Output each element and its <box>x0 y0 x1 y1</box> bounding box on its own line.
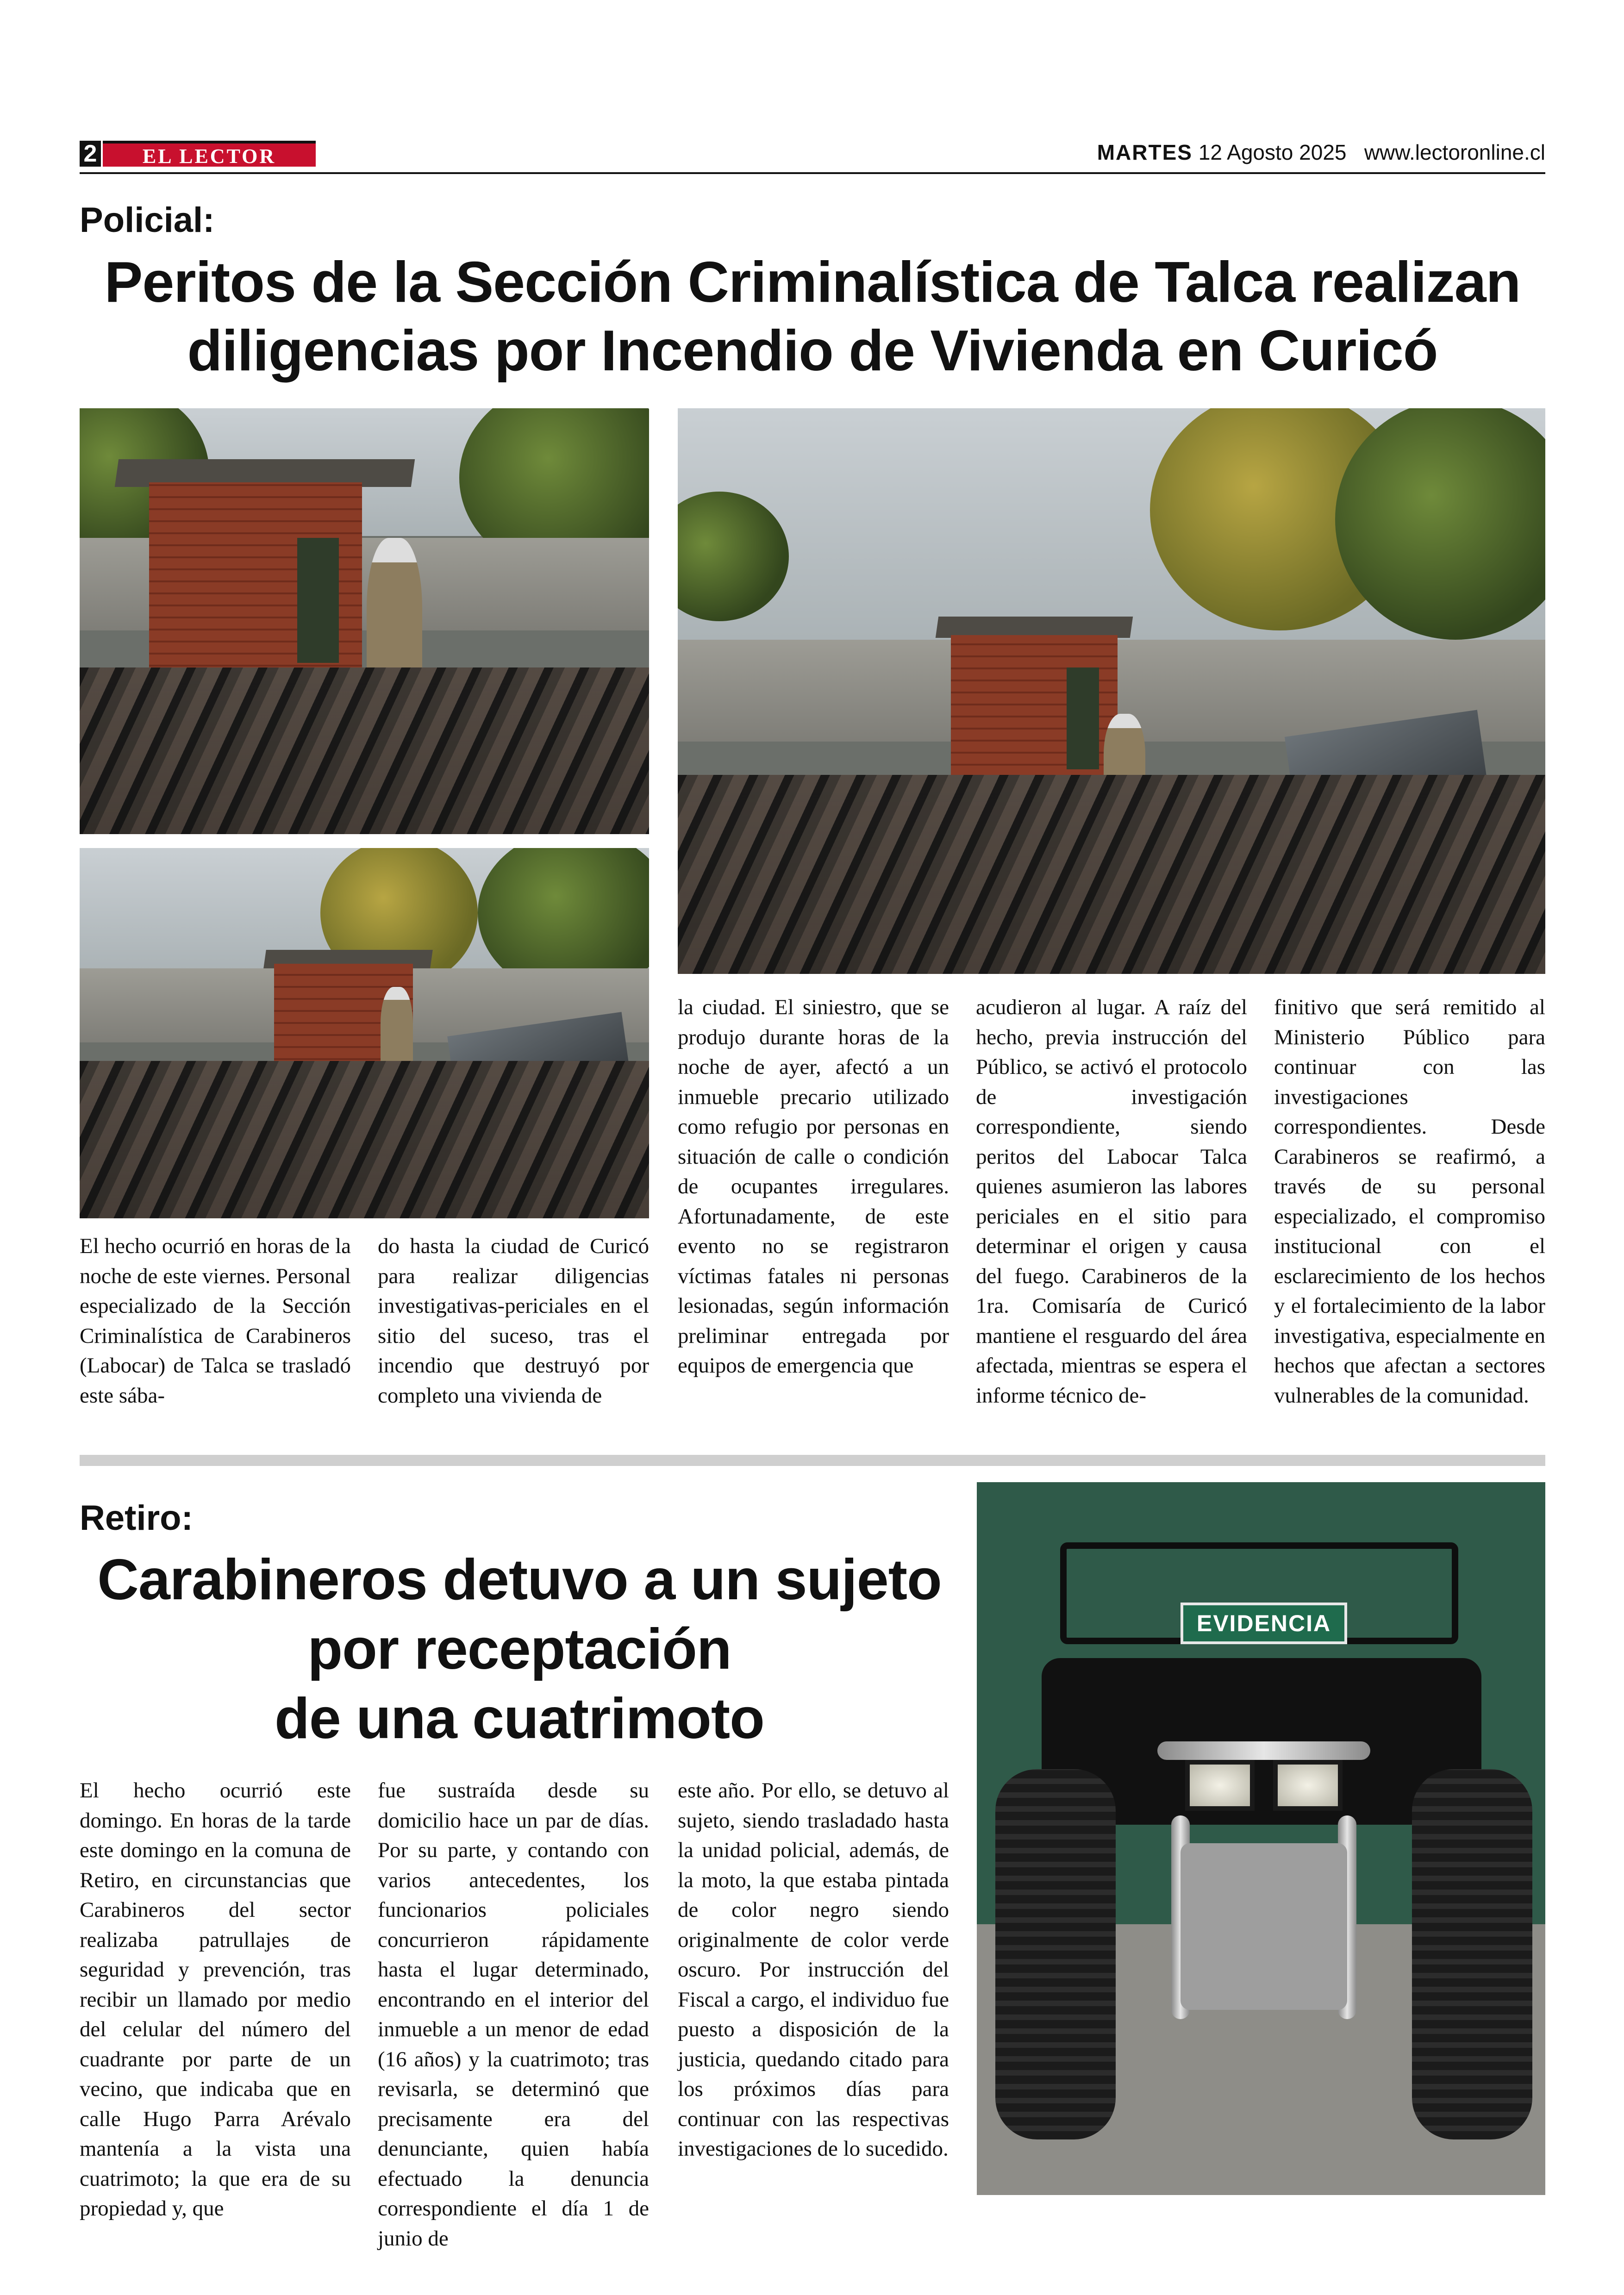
article2-column-3: este año. Por ello, se detuvo al sujeto, siendo trasladado hasta la unidad policial, además, de la moto, la que estaba pintada de color negro siendo originalmente de color verde oscuro. Por instrucción del Fiscal a cargo, el individuo fue puesto a disposición de la justicia, quedando citado para los próximos días para continuar con las respectivas investigaciones de lo sucedido. <box>678 1778 949 2161</box>
fire-photo-3 <box>678 408 1545 974</box>
atv-tire-right <box>1412 1769 1532 2139</box>
page-number: 2 <box>80 141 101 167</box>
article2-headline-line-2: por receptación <box>307 1617 731 1681</box>
newspaper-logo: EL LECTOR <box>103 141 316 167</box>
article1-column-2: do hasta la ciudad de Curicó para realizar diligencias investigativas-periciales en el sitio del suceso, tras el incendio que destruyó por completo una vivienda de <box>378 1234 649 1408</box>
article1-headline-line-2: diligencias por Incendio de Vivienda en Curicó <box>187 319 1438 383</box>
fire-photo-1 <box>80 408 649 834</box>
article2-headline-line-3: de una cuatrimoto <box>275 1687 764 1751</box>
header-rule <box>80 172 1545 174</box>
article1-column-5: finitivo que será remitido al Ministerio Público para continuar con las investigaciones correspondientes. Desde Carabineros se reafirmó, a través de su personal especializado, el compromiso institucional con el esclarecimiento de los hechos y el fortalecimiento de la labor investigativa, especialmente en hechos que afectan a sectores vulnerables de la comunidad. <box>1274 995 1545 1408</box>
article2-kicker: Retiro: <box>80 1498 193 1538</box>
atv-tire-left <box>995 1769 1116 2139</box>
article1-column-1: El hecho ocurrió en horas de la noche de este viernes. Personal especializado de la Sección Criminalística de Carabineros (Labocar) de Talca se trasladó este sába- <box>80 1234 351 1408</box>
atv-skid-plate <box>1181 1843 1347 2010</box>
article1-headline-line-1: Peritos de la Sección Criminalística de Talca realizan <box>104 250 1521 314</box>
article2-headline-line-1: Carabineros detuvo a un sujeto <box>97 1548 942 1612</box>
photo-burnt-debris <box>80 667 649 834</box>
article1-headline <box>80 248 1545 385</box>
header-day: MARTES <box>1097 140 1193 164</box>
evidence-sign: EVIDENCIA <box>1181 1603 1347 1644</box>
atv-headlight-left <box>1185 1760 1255 1811</box>
section-divider <box>80 1455 1545 1466</box>
atv-evidence-photo <box>977 1482 1545 2195</box>
article1-column-4: acudieron al lugar. A raíz del hecho, previa instrucción del Público, se activó el protocolo de investigación correspondiente, siendo peritos del Labocar Talca quienes asumieron las labores periciales en el sitio para determinar el origen y causa del fuego. Carabineros de la 1ra. Comisaría de Curicó mantiene el resguardo del área afectada, mientras se espera el informe técnico de- <box>976 995 1247 1408</box>
article1-column-3: la ciudad. El siniestro, que se produjo durante horas de la noche de ayer, afectó a un inmueble precario utilizado como refugio por personas en situación de calle o condición de ocupantes irregulares. Afortunadamente, de este evento no se registraron víctimas fatales ni personas lesionadas, según información preliminar entregada por equipos de emergencia que <box>678 995 949 1378</box>
atv-bumper-bar <box>1157 1741 1370 1760</box>
photo-door <box>1067 667 1099 769</box>
atv-headlight-right <box>1273 1760 1343 1811</box>
header-website[interactable]: www.lectoronline.cl <box>1364 140 1545 164</box>
header-date: 12 Agosto 2025 <box>1198 140 1347 164</box>
article2-headline <box>80 1545 959 1753</box>
article2-column-2: fue sustraída desde su domicilio hace un par de días. Por su parte, y contando con varios antecedentes, los funcionarios policiales concurrieron rápidamente hasta el lugar determinado, encontrando en el interior del inmueble a un menor de edad (16 años) y la cuatrimoto; tras revisarla, se determinó que precisamente era del denunciante, quien había efectuado la denuncia correspondiente el día 1 de junio de <box>378 1778 649 2251</box>
header-date-line <box>1097 140 1545 165</box>
article1-kicker: Policial: <box>80 200 215 240</box>
fire-photo-2 <box>80 848 649 1218</box>
page-header <box>80 137 1545 170</box>
photo-burnt-debris <box>80 1061 649 1218</box>
photo-door <box>297 538 339 663</box>
photo-burnt-debris <box>678 775 1545 974</box>
article2-column-1: El hecho ocurrió este domingo. En horas de la tarde este domingo en la comuna de Retiro, en circunstancias que Carabineros del sector realizaba patrullajes de seguridad y prevención, tras recibir un llamado por medio del celular del número del cuadrante por parte de un vecino, que indicaba que en calle Hugo Parra Arévalo mantenía a la vista una cuatrimoto; la que era de su propiedad y, que <box>80 1778 351 2220</box>
